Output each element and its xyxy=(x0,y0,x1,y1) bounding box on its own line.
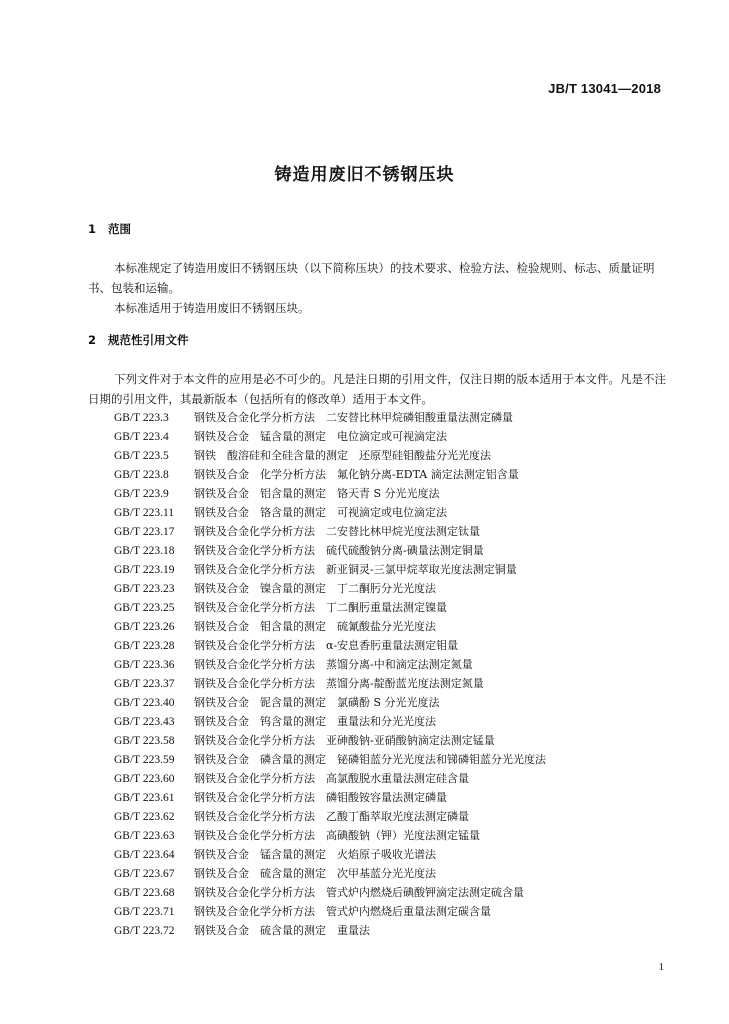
reference-item xyxy=(114,807,546,826)
reference-code: GB/T 223.72 xyxy=(114,925,175,937)
reference-code: GB/T 223.8 xyxy=(114,469,169,481)
reference-code: GB/T 223.64 xyxy=(114,849,175,861)
reference-item xyxy=(114,427,546,446)
reference-item xyxy=(114,655,546,674)
reference-code: GB/T 223.40 xyxy=(114,697,175,709)
reference-title: 钢铁及合金化学分析方法 管式炉内燃烧后碘酸钾滴定法测定硫含量 xyxy=(194,886,524,899)
section-heading-scope xyxy=(88,221,131,237)
reference-item xyxy=(114,560,546,579)
reference-code: GB/T 223.9 xyxy=(114,488,169,500)
document-title: 铸造用废旧不锈钢压块 xyxy=(274,165,455,185)
reference-item xyxy=(114,579,546,598)
reference-title: 钢铁及合金 钼含量的测定 硫氰酸盐分光光度法 xyxy=(194,620,436,633)
reference-item xyxy=(114,693,546,712)
section-number: 2 xyxy=(88,333,97,347)
page-number: 1 xyxy=(658,961,664,973)
reference-code: GB/T 223.62 xyxy=(114,811,175,823)
reference-title: 钢铁及合金 锰含量的测定 火焰原子吸收光谱法 xyxy=(194,848,436,861)
reference-code: GB/T 223.43 xyxy=(114,716,175,728)
standard-code: JB/T 13041—2018 xyxy=(548,81,661,96)
reference-code: GB/T 223.63 xyxy=(114,830,175,842)
reference-title: 钢铁及合金化学分析方法 磷钼酸铵容量法测定磷量 xyxy=(194,791,447,804)
reference-item xyxy=(114,883,546,902)
reference-item xyxy=(114,598,546,617)
reference-item xyxy=(114,446,546,465)
reference-code: GB/T 223.4 xyxy=(114,431,169,443)
reference-code: GB/T 223.23 xyxy=(114,583,175,595)
reference-item xyxy=(114,408,546,427)
reference-title: 钢铁及合金化学分析方法 管式炉内燃烧后重量法测定碳含量 xyxy=(194,905,491,918)
reference-item xyxy=(114,541,546,560)
reference-code: GB/T 223.58 xyxy=(114,735,175,747)
reference-title: 钢铁及合金化学分析方法 α-安息香肟重量法测定钼量 xyxy=(194,639,459,652)
reference-title: 钢铁及合金 化学分析方法 氟化钠分离-EDTA 滴定法测定铝含量 xyxy=(194,468,519,481)
reference-title: 钢铁及合金化学分析方法 高氯酸脱水重量法测定硅含量 xyxy=(194,772,469,785)
reference-item xyxy=(114,503,546,522)
reference-title: 钢铁及合金化学分析方法 蒸馏分离-靛酚蓝光度法测定氮量 xyxy=(194,677,484,690)
reference-code: GB/T 223.60 xyxy=(114,773,175,785)
reference-title: 钢铁及合金化学分析方法 亚砷酸钠-亚硝酸钠滴定法测定锰量 xyxy=(194,734,495,747)
paragraph: 本标准规定了铸造用废旧不锈钢压块（以下简称压块）的技术要求、检验方法、检验规则、标志、质量证明书、包装和运输。 xyxy=(88,261,655,295)
reference-title: 钢铁及合金 铌含量的测定 氯磺酚 S 分光光度法 xyxy=(194,696,440,709)
reference-title: 钢铁及合金化学分析方法 乙酸丁酯萃取光度法测定磷量 xyxy=(194,810,469,823)
reference-code: GB/T 223.61 xyxy=(114,792,175,804)
reference-title: 钢铁及合金 硫含量的测定 次甲基蓝分光光度法 xyxy=(194,867,436,880)
reference-title: 钢铁及合金化学分析方法 二安替比林甲烷磷钼酸重量法测定磷量 xyxy=(194,411,513,424)
reference-code: GB/T 223.28 xyxy=(114,640,175,652)
reference-item xyxy=(114,712,546,731)
reference-item xyxy=(114,826,546,845)
reference-title: 钢铁及合金化学分析方法 蒸馏分离-中和滴定法测定氮量 xyxy=(194,658,473,671)
reference-title: 钢铁及合金化学分析方法 新亚铜灵-三氯甲烷萃取光度法测定铜量 xyxy=(194,563,517,576)
reference-code: GB/T 223.3 xyxy=(114,412,169,424)
reference-code: GB/T 223.5 xyxy=(114,450,169,462)
reference-code: GB/T 223.17 xyxy=(114,526,175,538)
reference-title: 钢铁及合金化学分析方法 丁二酮肟重量法测定镍量 xyxy=(194,601,447,614)
reference-item xyxy=(114,902,546,921)
reference-code: GB/T 223.67 xyxy=(114,868,175,880)
reference-item xyxy=(114,674,546,693)
reference-title: 钢铁及合金 硫含量的测定 重量法 xyxy=(194,924,370,937)
reference-item xyxy=(114,636,546,655)
reference-code: GB/T 223.11 xyxy=(114,507,175,519)
section-heading-text: 范围 xyxy=(108,222,131,236)
reference-title: 钢铁及合金 磷含量的测定 铋磷钼蓝分光光度法和锑磷钼蓝分光光度法 xyxy=(194,753,546,766)
reference-code: GB/T 223.19 xyxy=(114,564,175,576)
reference-code: GB/T 223.18 xyxy=(114,545,175,557)
section-heading-normative-references xyxy=(88,332,189,348)
reference-code: GB/T 223.25 xyxy=(114,602,175,614)
reference-title: 钢铁及合金 镍含量的测定 丁二酮肟分光光度法 xyxy=(194,582,436,595)
reference-item xyxy=(114,522,546,541)
reference-code: GB/T 223.26 xyxy=(114,621,175,633)
reference-code: GB/T 223.36 xyxy=(114,659,175,671)
paragraph: 下列文件对于本文件的应用是必不可少的。凡是注日期的引用文件，仅注日期的版本适用于本文件。凡是不注日期的引用文件，其最新版本（包括所有的修改单）适用于本文件。 xyxy=(88,372,666,406)
reference-item xyxy=(114,864,546,883)
reference-title: 钢铁及合金化学分析方法 硫代硫酸钠分离-碘量法测定铜量 xyxy=(194,544,484,557)
reference-title: 钢铁及合金化学分析方法 高碘酸钠（钾）光度法测定锰量 xyxy=(194,829,480,842)
reference-item xyxy=(114,788,546,807)
reference-item xyxy=(114,750,546,769)
reference-code: GB/T 223.37 xyxy=(114,678,175,690)
reference-item xyxy=(114,845,546,864)
section-number: 1 xyxy=(88,222,97,236)
reference-code: GB/T 223.71 xyxy=(114,906,175,918)
reference-item xyxy=(114,769,546,788)
reference-item xyxy=(114,465,546,484)
reference-title: 钢铁及合金化学分析方法 二安替比林甲烷光度法测定钛量 xyxy=(194,525,480,538)
reference-title: 钢铁及合金 钨含量的测定 重量法和分光光度法 xyxy=(194,715,436,728)
section-heading-text: 规范性引用文件 xyxy=(108,333,189,347)
reference-code: GB/T 223.68 xyxy=(114,887,175,899)
reference-code: GB/T 223.59 xyxy=(114,754,175,766)
reference-title: 钢铁及合金 铬含量的测定 可视滴定或电位滴定法 xyxy=(194,506,447,519)
reference-item xyxy=(114,731,546,750)
paragraph: 本标准适用于铸造用废旧不锈钢压块。 xyxy=(114,301,310,315)
reference-title: 钢铁及合金 铝含量的测定 铬天青 S 分光光度法 xyxy=(194,487,440,500)
reference-title: 钢铁及合金 锰含量的测定 电位滴定或可视滴定法 xyxy=(194,430,447,443)
reference-item xyxy=(114,921,546,940)
reference-item xyxy=(114,617,546,636)
reference-list xyxy=(114,408,546,940)
reference-item xyxy=(114,484,546,503)
reference-title: 钢铁 酸溶硅和全硅含量的测定 还原型硅钼酸盐分光光度法 xyxy=(194,449,491,462)
